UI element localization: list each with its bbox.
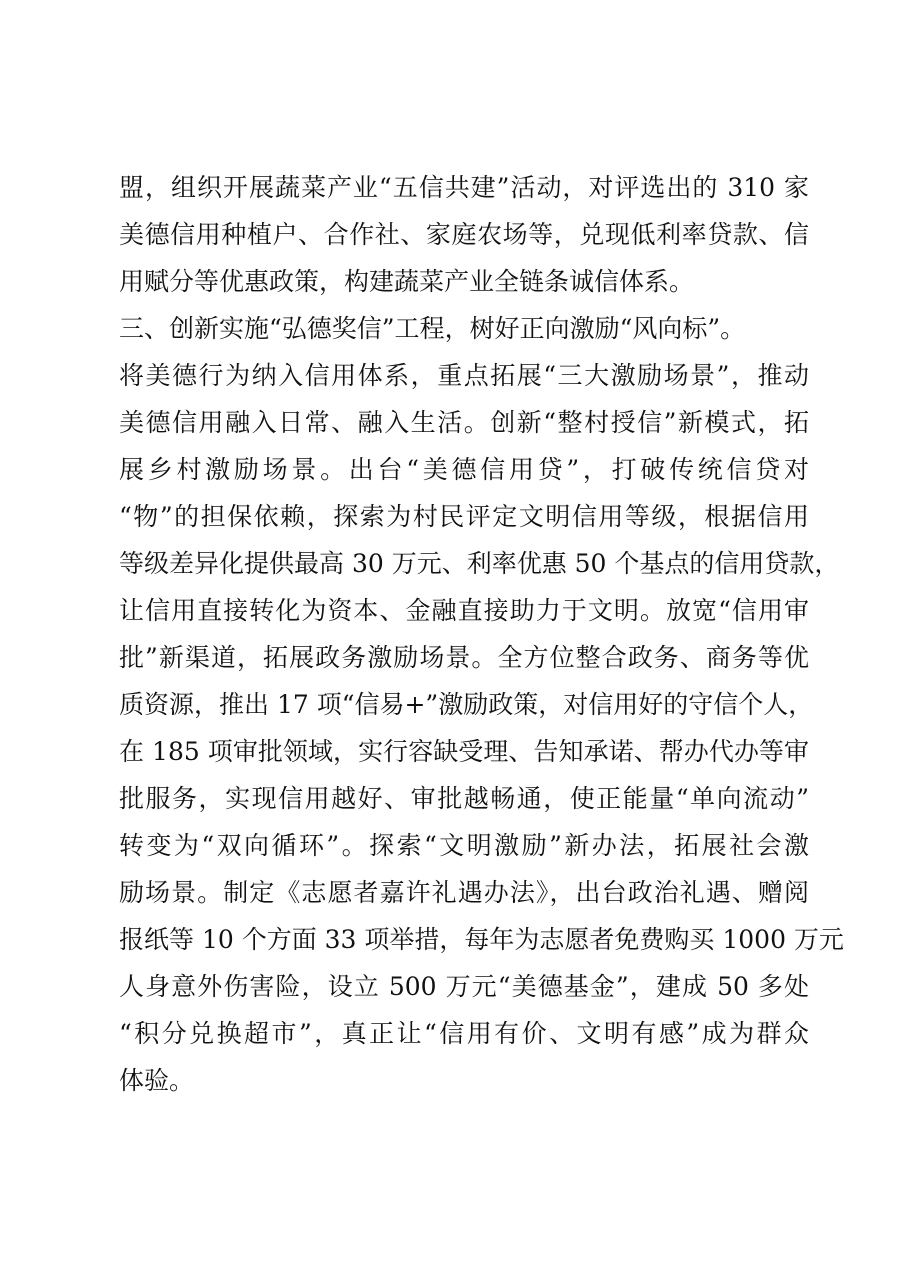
paragraph-2 [119,352,844,1104]
text-line: 体验。 [119,1066,195,1095]
text-line: 将美德行为纳入信用体系，重点拓展“三大激励场景”，推动 [119,361,809,390]
text-line: 美德信用种植户、合作社、家庭农场等，兑现低利率贷款、信 [119,220,809,249]
text-line: 励场景。制定《志愿者嘉许礼遇办法》，出台政治礼遇、赠阅 [119,878,809,907]
section-heading: 三、创新实施“弘德奖信”工程，树好正向激励“风向标”。 [119,314,746,343]
text-line: 批”新渠道，拓展政务激励场景。全方位整合政务、商务等优 [119,643,809,672]
text-line: 报纸等 10 个方面 33 项举措，每年为志愿者免费购买 1000 万元 [119,925,844,954]
text-line: 质资源，推出 17 项“信易+”激励政策，对信用好的守信个人， [119,690,814,719]
text-line: “积分兑换超市”，真正让“信用有价、文明有感”成为群众 [119,1019,809,1048]
text-line: 在 185 项审批领域，实行容缺受理、告知承诺、帮办代办等审 [119,737,809,766]
text-line: 人身意外伤害险，设立 500 万元“美德基金”，建成 50 多处 [119,972,809,1001]
paragraph-1 [119,164,809,305]
text-line: 用赋分等优惠政策，构建蔬菜产业全链条诚信体系。 [119,267,695,296]
text-line: “物”的担保依赖，探索为村民评定文明信用等级，根据信用 [119,502,809,531]
text-line: 让信用直接转化为资本、金融直接助力于文明。放宽“信用审 [119,596,809,625]
text-line: 批服务，实现信用越好、审批越畅通，使正能量“单向流动” [119,784,809,813]
text-line: 等级差异化提供最高 30 万元、利率优惠 50 个基点的信用贷款， [119,549,840,578]
document-body [119,164,844,1104]
text-line: 盟，组织开展蔬菜产业“五信共建”活动，对评选出的 310 家 [119,173,809,202]
text-line: 展乡村激励场景。出台“美德信用贷”，打破传统信贷对 [119,455,809,484]
text-line: 转变为“双向循环”。探索“文明激励”新办法，拓展社会激 [119,831,809,860]
text-line: 美德信用融入日常、融入生活。创新“整村授信”新模式，拓 [119,408,809,437]
